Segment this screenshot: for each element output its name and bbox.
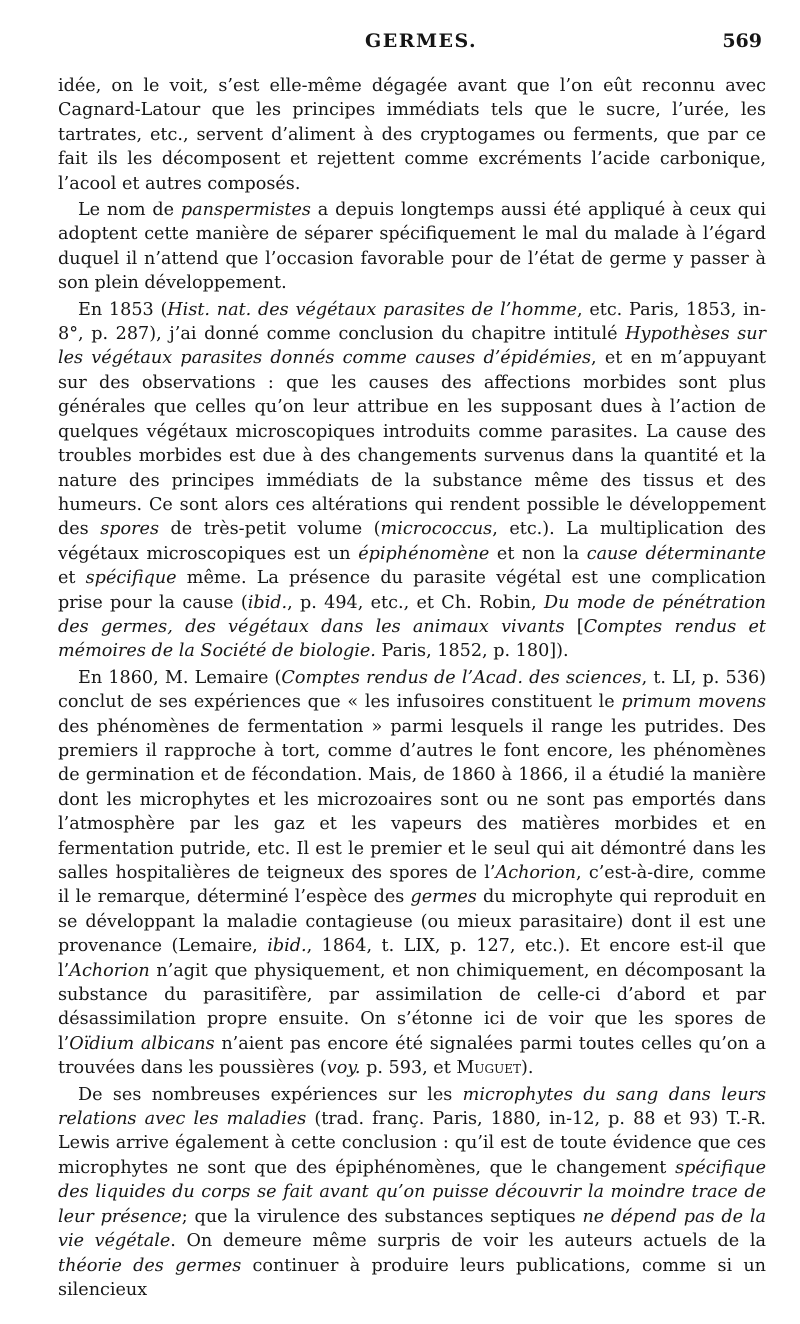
text-run: [ [564, 616, 584, 637]
text-run: idée, on le voit, s’est elle-même dégagée avant que l’on eût reconnu avec Cagnard-Latour que les principes immédiats tels que le sucre, l’urée, les tartrates, etc., servent d’aliment à des cryptogames ou ferments, que par ce fait ils les décomposent et rejettent comme excréments l’acide carbonique, l’acool et autres composés. [58, 76, 766, 194]
italic-text: spécifique [85, 568, 177, 589]
text-run: de très-petit volume ( [158, 519, 381, 540]
italic-text: spécifique des liquides du corps se fait avant qu’on puisse découvrir la moindre trace de leur présence [58, 1157, 766, 1227]
text-run: De ses nombreuses expériences sur les [78, 1084, 463, 1105]
italic-text: Oïdium albicans [69, 1033, 215, 1054]
paragraph-lemaire-1860 [58, 666, 766, 1081]
text-run: , etc.). La multiplication des végétaux microscopiques est un [58, 519, 766, 564]
text-run: même. La présence du parasite végétal est une complication prise pour la cause ( [58, 568, 766, 613]
italic-text: Hist. nat. des végétaux parasites de l’homme [167, 299, 577, 320]
text-run: En 1860, M. Lemaire ( [78, 667, 282, 688]
italic-text: théorie des germes [58, 1255, 242, 1276]
body-text [58, 74, 766, 1302]
italic-text: micrococcus [380, 519, 493, 540]
text-run: ; que la virulence des substances septiques [181, 1206, 583, 1227]
paragraph-1853 [58, 298, 766, 664]
text-run: Paris, 1852, p. 180]). [375, 641, 569, 662]
italic-text: Du mode de pénétration des germes, des végétaux dans les animaux vivants [58, 592, 766, 637]
italic-text: microphytes du sang dans leurs relations avec les maladies [58, 1084, 766, 1130]
italic-text: spores [100, 519, 159, 540]
small-caps-text: Muguet [456, 1058, 521, 1079]
italic-text: voy. [326, 1058, 361, 1079]
paragraph-continuation [58, 74, 766, 196]
italic-text: panspermistes [180, 200, 311, 221]
running-title: GERMES. [365, 30, 478, 52]
text-run: , c’est-à-dire, comme il le remarque, déterminé l’espèce des [58, 863, 766, 908]
text-run: , et en m’appuyant sur des observations : que les causes des affections morbides sont plus générales que celles qu’on leur attribue en les supposant dues à l’action de quelques végétaux microscopiques introduits comme parasites. La cause des troubles morbides est due à des changements survenus dans la quantité et la nature des principes immédiats de la substance même des tissus et des humeurs. Ce sont alors ces altérations qui rendent possible le développement des [58, 348, 766, 540]
text-run: Le nom de [78, 200, 181, 221]
text-run: . On demeure même surpris de voir les auteurs actuels de la [170, 1231, 766, 1252]
italic-text: germes [410, 887, 477, 908]
text-run: ). [520, 1058, 534, 1079]
italic-text: Achorion [495, 863, 576, 883]
text-run: du microphyte qui reproduit en se développant la maladie contagieuse (ou mieux parasitaire) dont il est une provenance (Lemaire, [58, 887, 766, 957]
italic-text: cause déterminante [586, 543, 766, 564]
italic-text: ne dépend pas de la vie végétale [58, 1206, 766, 1252]
text-run: , etc. Paris, 1853, in-8°, p. 287), j’ai donné comme conclusion du chapitre intitulé [58, 299, 767, 345]
italic-text: ibid. [247, 592, 288, 613]
italic-text: Achorion [69, 960, 150, 981]
text-run: n’aient pas encore été signalées parmi toutes celles qu’on a trouvées dans les poussières ( [58, 1033, 766, 1079]
text-run: (trad. franç. Paris, 1880, in-12, p. 88 et 93) T.-R. Lewis arrive également à cette conclusion : qu’il est de toute évidence que ces microphytes ne sont que des épiphénomènes, que le changement [58, 1109, 766, 1178]
italic-text: épiphénomène [358, 543, 490, 564]
text-run: , t. LI, p. 536) conclut de ses expériences que « les infusoires constituent le [58, 667, 767, 713]
text-run: , p. 494, etc., et Ch. Robin, [287, 592, 544, 613]
text-run: des phénomènes de fermentation » parmi lesquels il range les putrides. Des premiers il rapproche à tort, comme d’autres le font encore, les phénomènes de germination et de fécondation. Mais, de 1860 à 1866, il a étudié la manière dont les microphytes et les microzoaires sont ou ne sont pas emportés dans l’atmosphère par les gaz et les vapeurs des matières morbides et en fermentation putride, etc. Il est le premier et le seul qui ait démontré dans les salles hospitalières de teigneux des spores de l’ [58, 716, 766, 883]
page-header [58, 26, 766, 54]
text-run: p. 593, et [360, 1058, 457, 1079]
paragraph-panspermistes [58, 198, 766, 296]
text-run: et non la [489, 543, 587, 564]
italic-text: ibid. [267, 936, 307, 957]
text-run: En 1853 ( [78, 299, 168, 320]
italic-text: primum movens [621, 692, 767, 713]
paragraph-lewis [58, 1083, 766, 1303]
text-run: continuer à produire leurs publications, comme si un silencieux [58, 1255, 767, 1300]
text-run: , 1864, t. LIX, p. 127, etc.). Et encore est-il que l’ [58, 936, 766, 981]
italic-text: Comptes rendus de l’Acad. des sciences [281, 667, 642, 688]
italic-text: Hypothèses sur les végétaux parasites donnés comme causes d’épidémies [58, 324, 766, 369]
page-number: 569 [722, 30, 762, 52]
text-run: et [58, 568, 86, 589]
italic-text: Comptes rendus et mémoires de la Société de biologie. [58, 616, 766, 662]
text-run: n’agit que physiquement, et non chimiquement, en décomposant la substance du parasitifère, par assimilation de celle-ci d’abord et par désassimilation propre ensuite. On s’étonne ici de voir que les spores de l’ [58, 960, 766, 1054]
text-run: a depuis longtemps aussi été appliqué à ceux qui adoptent cette manière de séparer spécifiquement le mal du malade à l’égard duquel il n’attend que l’occasion favorable pour de l’état de germe y passer à son plein développement. [58, 200, 766, 294]
